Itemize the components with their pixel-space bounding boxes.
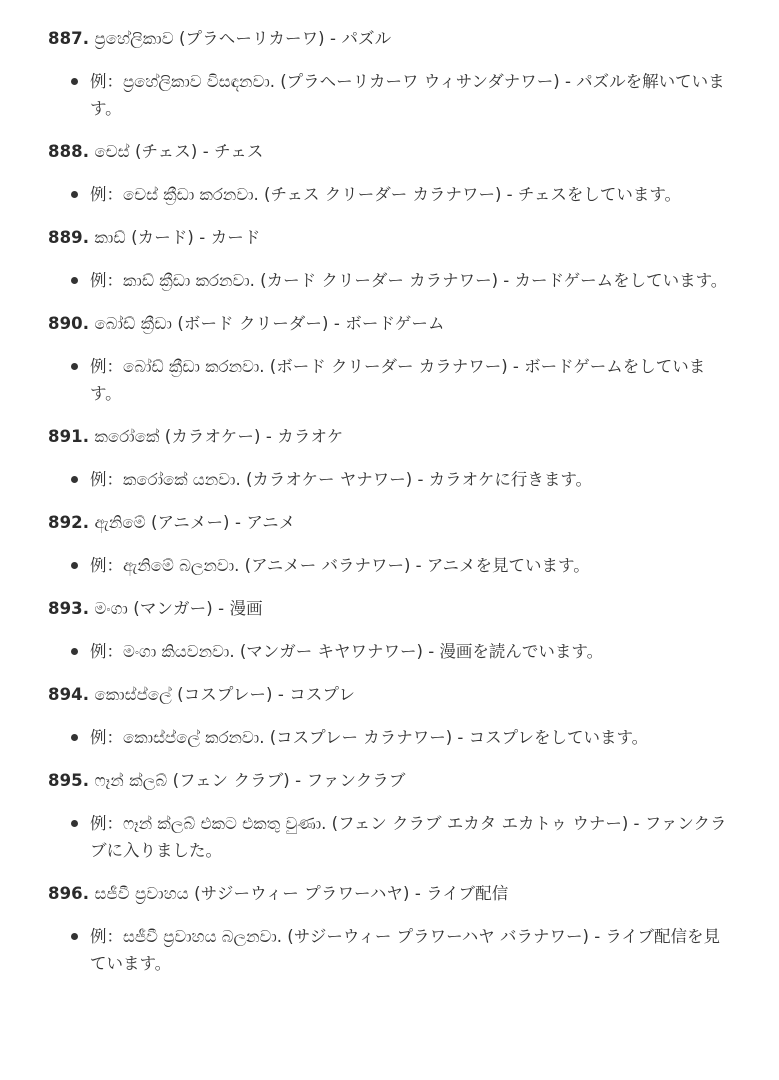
entry-896 xyxy=(48,881,735,977)
entry-number: 889. xyxy=(48,228,90,247)
example-list-item xyxy=(48,552,735,579)
entry-word: ෆෑන් ක්ලබ් (フェン クラブ) - ファンクラブ xyxy=(94,771,406,790)
entry-word: බෝඩ් ක්‍රීඩා (ボード クリーダー) - ボードゲーム xyxy=(94,314,445,333)
entry-heading xyxy=(48,225,735,251)
example-sentence: 例：මංගා කියවනවා. (マンガー キヤワナワー) - 漫画を読んでいます。 xyxy=(90,642,604,661)
entry-word: කරෝකේ (カラオケー) - カラオケ xyxy=(94,427,344,446)
example-sentence: 例：බෝඩ් ක්‍රීඩා කරනවා. (ボード クリーダー カラナワー) - ボードゲームをしています。 xyxy=(90,357,706,403)
example-sentence: 例：ප්‍රහේලිකාව විසඳනවා. (プラヘーリカーワ ウィサンダナワー) - パズルを解いています。 xyxy=(90,72,725,118)
entry-887 xyxy=(48,26,735,122)
entry-word: මංගා (マンガー) - 漫画 xyxy=(94,599,263,618)
entry-892 xyxy=(48,510,735,579)
example-list-item xyxy=(48,267,735,294)
example-sentence: 例：සජීවී ප්‍රවාහය බලනවා. (サジーウィー プラワーハヤ バラナワー) - ライブ配信を見ています。 xyxy=(90,927,720,973)
entry-heading xyxy=(48,311,735,337)
entry-heading xyxy=(48,26,735,52)
entry-891 xyxy=(48,424,735,493)
entry-heading xyxy=(48,881,735,907)
entry-number: 888. xyxy=(48,142,90,161)
entry-number: 887. xyxy=(48,29,90,48)
example-sentence: 例：ඇනිමේ බලනවා. (アニメー バラナワー) - アニメを見ています。 xyxy=(90,556,590,575)
example-sentence: 例：චෙස් ක්‍රීඩා කරනවා. (チェス クリーダー カラナワー) - チェスをしています。 xyxy=(90,185,682,204)
entry-number: 895. xyxy=(48,771,90,790)
entry-number: 894. xyxy=(48,685,90,704)
bullet-dot-icon xyxy=(71,648,78,655)
example-sentence: 例：ෆෑන් ක්ලබ් එකට එකතු වුණා. (フェン クラブ エカタ エカトゥ ウナー) - ファンクラブに入りました。 xyxy=(90,814,727,860)
bullet-dot-icon xyxy=(71,78,78,85)
example-list-item xyxy=(48,68,735,122)
entry-number: 891. xyxy=(48,427,90,446)
example-list-item xyxy=(48,638,735,665)
example-list-item xyxy=(48,810,735,864)
entry-893 xyxy=(48,596,735,665)
entry-word: කොස්ප්ලේ (コスプレー) - コスプレ xyxy=(94,685,356,704)
bullet-dot-icon xyxy=(71,734,78,741)
example-list-item xyxy=(48,181,735,208)
example-sentence: 例：කරෝකේ යනවා. (カラオケー ヤナワー) - カラオケに行きます。 xyxy=(90,470,593,489)
example-list-item xyxy=(48,353,735,407)
example-list-item xyxy=(48,466,735,493)
entry-889 xyxy=(48,225,735,294)
example-sentence: 例：කොස්ප්ලේ කරනවා. (コスプレー カラナワー) - コスプレをしています。 xyxy=(90,728,649,747)
entry-word: චෙස් (チェス) - チェス xyxy=(94,142,264,161)
entry-word: ප්‍රහේලිකාව (プラヘーリカーワ) - パズル xyxy=(94,29,392,48)
example-list-item xyxy=(48,724,735,751)
bullet-dot-icon xyxy=(71,476,78,483)
bullet-dot-icon xyxy=(71,933,78,940)
entry-word: ඇනිමේ (アニメー) - アニメ xyxy=(94,513,296,532)
entry-number: 896. xyxy=(48,884,90,903)
entry-heading xyxy=(48,682,735,708)
bullet-dot-icon xyxy=(71,562,78,569)
entry-number: 890. xyxy=(48,314,90,333)
entry-number: 893. xyxy=(48,599,90,618)
entry-word: සජීවී ප්‍රවාහය (サジーウィー プラワーハヤ) - ライブ配信 xyxy=(94,884,509,903)
entry-heading xyxy=(48,596,735,622)
bullet-dot-icon xyxy=(71,191,78,198)
bullet-dot-icon xyxy=(71,363,78,370)
entry-890 xyxy=(48,311,735,407)
entry-heading xyxy=(48,510,735,536)
example-list-item xyxy=(48,923,735,977)
entry-heading xyxy=(48,424,735,450)
entry-888 xyxy=(48,139,735,208)
entry-word: කාඩ් (カード) - カード xyxy=(94,228,261,247)
example-sentence: 例：කාඩ් ක්‍රීඩා කරනවා. (カード クリーダー カラナワー) - カードゲームをしています。 xyxy=(90,271,728,290)
entry-heading xyxy=(48,139,735,165)
entry-heading xyxy=(48,768,735,794)
bullet-dot-icon xyxy=(71,277,78,284)
entry-number: 892. xyxy=(48,513,90,532)
entry-894 xyxy=(48,682,735,751)
entry-895 xyxy=(48,768,735,864)
bullet-dot-icon xyxy=(71,820,78,827)
